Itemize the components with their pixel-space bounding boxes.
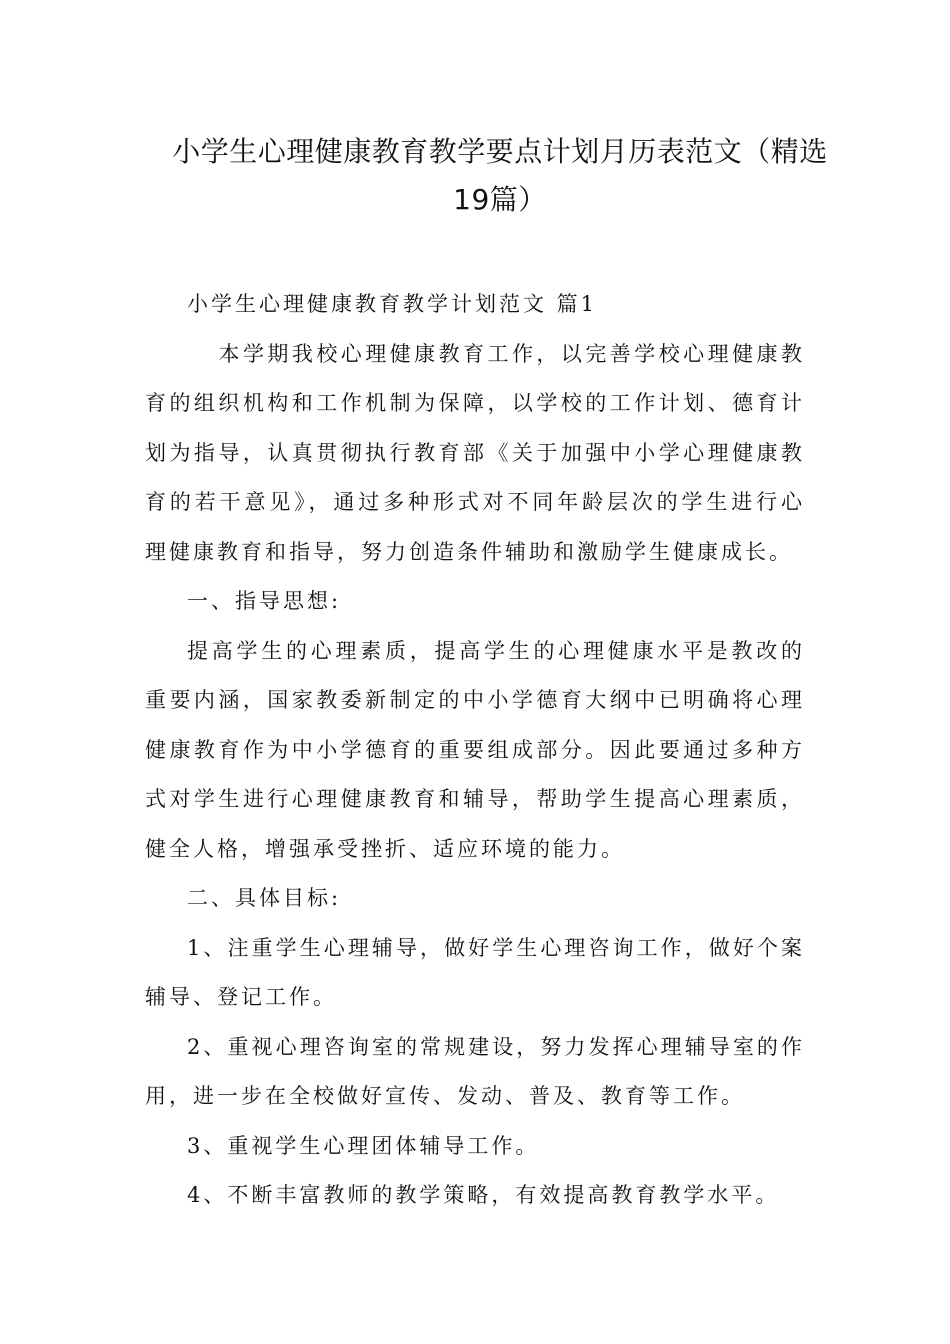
document-title-line1: 小学生心理健康教育教学要点计划月历表范文（精选 xyxy=(172,135,828,168)
intro-paragraph: 本学期我校心理健康教育工作，以完善学校心理健康教育的组织机构和工作机制为保障，以学校的工作计划、德育计划为指导，认真贯彻执行教育部《关于加强中小学心理健康教育的若干意见》，通过多种形式对不同年龄层次的学生进行心理健康教育和指导，努力创造条件辅助和激励学生健康成长。 xyxy=(145,341,805,564)
document-body xyxy=(145,280,805,1221)
goal-item-2: 2、重视心理咨询室的常规建设，努力发挥心理辅导室的作用，进一步在全校做好宣传、发动、普及、教育等工作。 xyxy=(145,1034,805,1108)
document-title xyxy=(140,128,860,224)
document-title-line2: 19篇） xyxy=(453,183,547,216)
section-paragraph-guiding-ideology: 提高学生的心理素质，提高学生的心理健康水平是教改的重要内涵，国家教委新制定的中小学德育大纲中已明确将心理健康教育作为中小学德育的重要组成部分。因此要通过多种方式对学生进行心理健康教育和辅导，帮助学生提高心理素质，健全人格，增强承受挫折、适应环境的能力。 xyxy=(145,638,805,861)
goal-item-3: 3、重视学生心理团体辅导工作。 xyxy=(187,1133,540,1158)
goal-item-1: 1、注重学生心理辅导，做好学生心理咨询工作，做好个案辅导、登记工作。 xyxy=(145,935,805,1009)
section-heading-specific-goals: 二、具体目标: xyxy=(187,886,342,910)
section-heading-guiding-ideology: 一、指导思想: xyxy=(187,589,342,613)
goal-item-4: 4、不断丰富教师的教学策略，有效提高教育教学水平。 xyxy=(187,1183,780,1207)
article-subtitle: 小学生心理健康教育教学计划范文 篇1 xyxy=(187,292,598,316)
